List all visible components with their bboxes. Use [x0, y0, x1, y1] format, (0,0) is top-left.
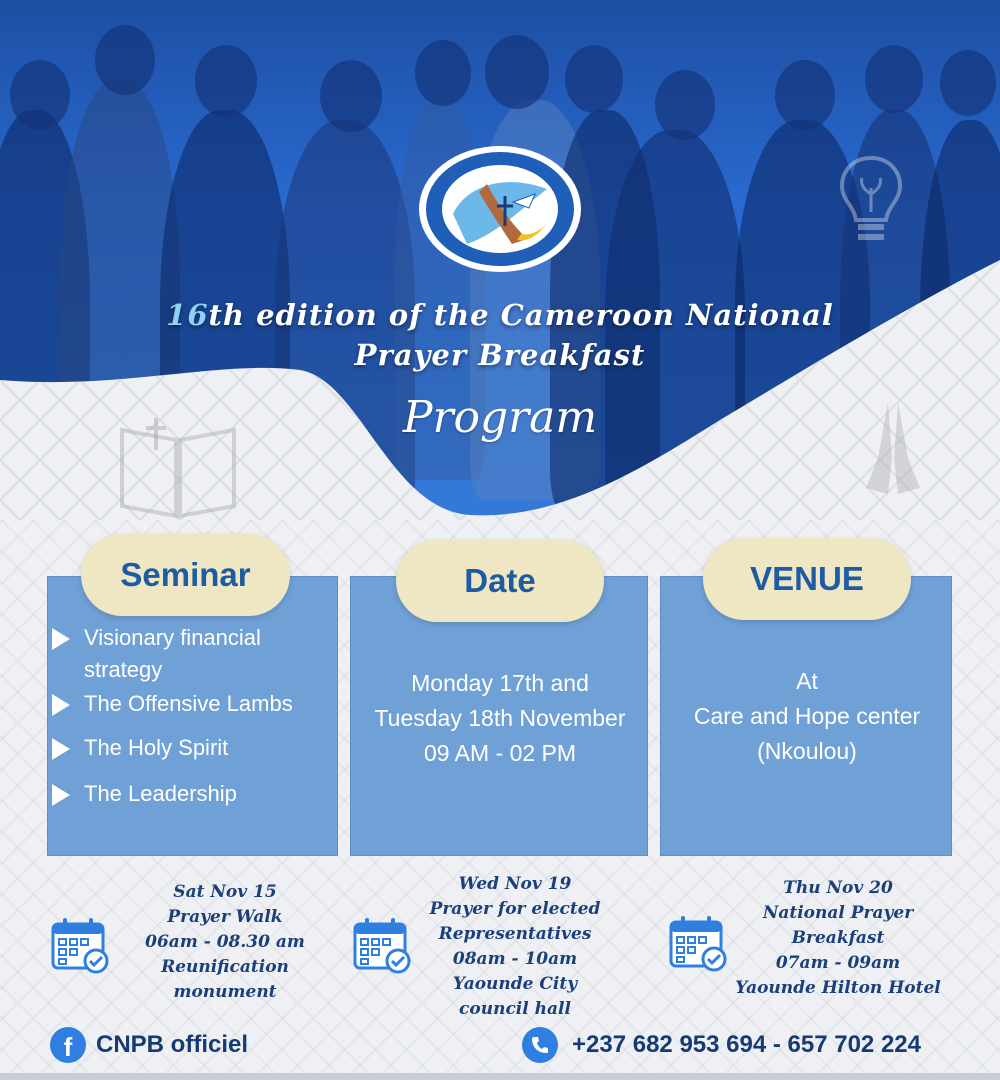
venue-heading: VENUE [703, 538, 911, 620]
seminar-topic [50, 732, 340, 764]
event-national-prayer-breakfast [718, 876, 958, 1001]
play-arrow-icon [52, 738, 70, 760]
event-date: Wed Nov 19 [458, 874, 572, 894]
event-date: Thu Nov 20 [783, 878, 893, 898]
event-title: Breakfast [791, 928, 885, 948]
cnpb-logo [417, 144, 583, 274]
calendar-icon [50, 916, 110, 974]
venue-line: (Nkoulou) [757, 738, 857, 764]
event-title: Prayer Walk [167, 907, 283, 927]
play-arrow-icon [52, 694, 70, 716]
venue-details [662, 664, 952, 769]
event-date: Sat Nov 15 [173, 882, 277, 902]
seminar-topic-text: The Holy Spirit [84, 735, 229, 760]
event-title: Representatives [438, 924, 592, 944]
date-details [352, 666, 648, 771]
facebook-link[interactable] [50, 1027, 248, 1063]
event-title-line2: Prayer Breakfast [354, 338, 646, 372]
play-arrow-icon [52, 784, 70, 806]
seminar-topic-text: The Offensive Lambs [84, 691, 293, 716]
seminar-topic-text: The Leadership [84, 781, 237, 806]
event-elected-representatives [400, 872, 630, 1022]
event-location: monument [173, 982, 277, 1002]
seminar-topic-text: Visionary financial strategy [84, 625, 261, 682]
seminar-topic [50, 688, 340, 720]
seminar-topics-list [50, 620, 340, 810]
event-location: Reunification [161, 957, 289, 977]
seminar-topic [50, 622, 340, 686]
event-location: council hall [459, 999, 571, 1019]
facebook-handle: CNPB officiel [96, 1031, 249, 1058]
event-time: 06am - 08.30 am [145, 932, 305, 952]
edition-number: 16 [166, 298, 209, 332]
play-arrow-icon [52, 628, 70, 650]
time-line: 09 AM - 02 PM [423, 740, 577, 766]
event-title: Prayer for elected [429, 899, 601, 919]
event-time: 08am - 10am [452, 949, 578, 969]
event-prayer-walk [130, 880, 320, 1005]
seminar-topic [50, 778, 340, 810]
event-title: National Prayer [762, 903, 914, 923]
phone-contact[interactable] [522, 1027, 921, 1063]
event-location: Yaounde City [452, 974, 578, 994]
date-heading: Date [396, 540, 604, 622]
phone-numbers: +237 682 953 694 - 657 702 224 [572, 1031, 921, 1058]
date-line: Monday 17th and [411, 670, 589, 696]
event-title-line1 [0, 298, 1000, 332]
facebook-icon: f [50, 1027, 86, 1063]
date-line: Tuesday 18th November [374, 705, 626, 731]
bottom-border [0, 1073, 1000, 1080]
program-heading: Program [402, 392, 598, 443]
venue-line: Care and Hope center [693, 703, 921, 729]
title-line1-text: th edition of the Cameroon National [208, 298, 834, 332]
event-location: Yaounde Hilton Hotel [735, 978, 941, 998]
seminar-heading: Seminar [81, 534, 290, 616]
venue-line: At [796, 668, 818, 694]
phone-icon [522, 1027, 558, 1063]
event-time: 07am - 09am [775, 953, 901, 973]
